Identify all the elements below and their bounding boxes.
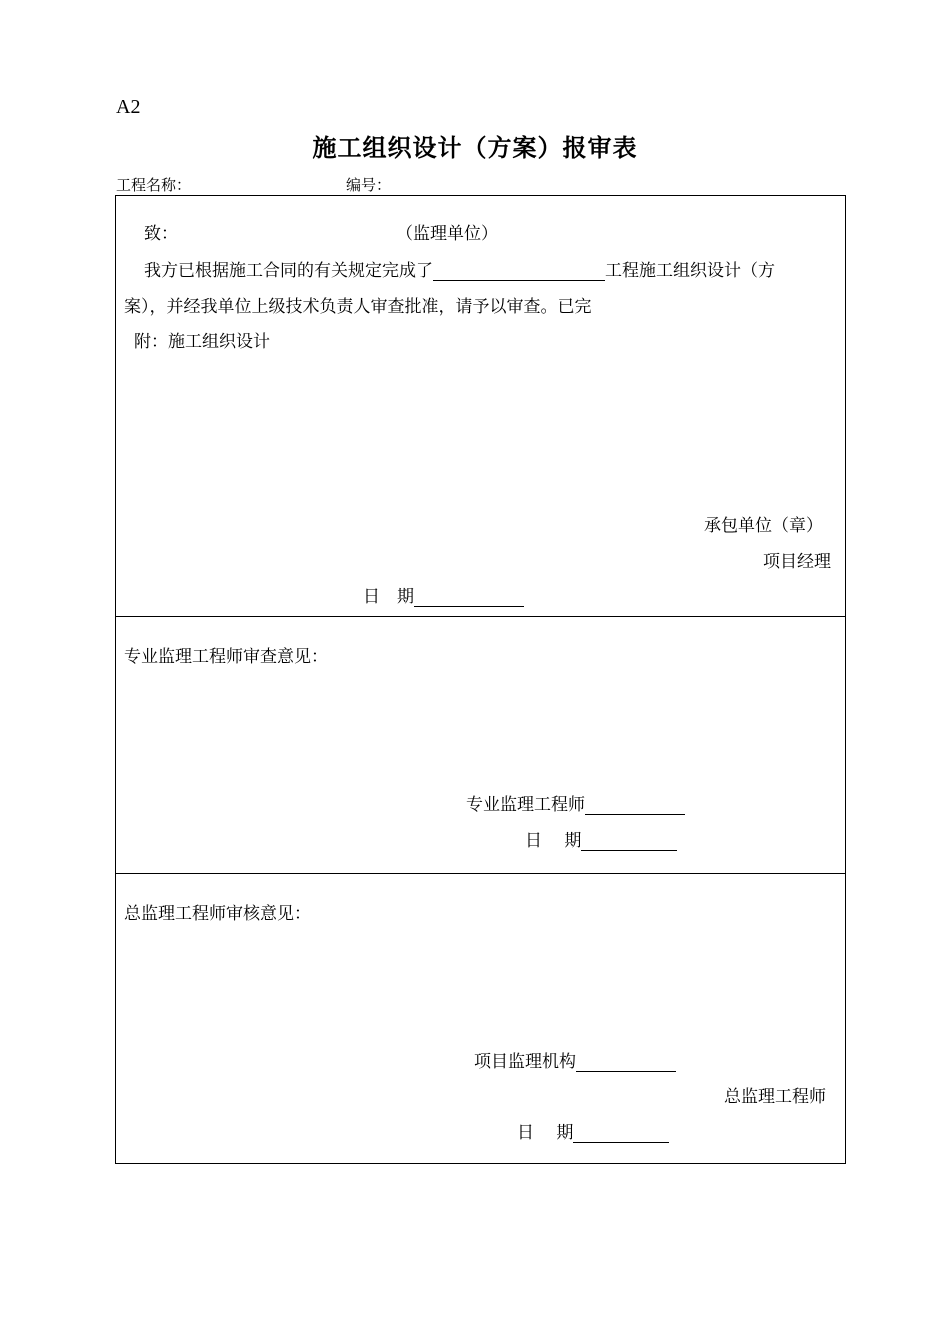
section3-date-blank [573,1122,669,1143]
section2-date-label: 日 期 [525,831,582,851]
section-divider-1 [115,616,846,617]
section1-date-blank [414,586,524,607]
project-manager-label: 项目经理 [763,552,831,572]
specialist-engineer-blank [585,794,685,815]
section-divider-2 [115,873,846,874]
supervision-org-label: 项目监理机构 [474,1052,576,1072]
page-title: 施工组织设计（方案）报审表 [312,133,638,162]
to-label: 致： [144,224,178,244]
body-line-1-before: 我方已根据施工合同的有关规定完成了 [144,261,433,281]
contractor-seal-label: 承包单位（章） [704,516,823,536]
specialist-engineer-label: 专业监理工程师 [466,795,585,815]
chief-opinion-label: 总监理工程师审核意见： [124,904,311,924]
supervision-org-blank [576,1051,676,1072]
section2-date-blank [581,830,677,851]
specialist-engineer [466,790,685,815]
project-name-label: 工程名称： [116,176,192,194]
number-label: 编号： [346,176,392,194]
attachment-label: 附：施工组织设计 [134,332,270,352]
body-line-1-after: 工程施工组织设计（方 [605,261,775,281]
section3-date [517,1118,669,1143]
specialist-opinion-label: 专业监理工程师审查意见： [124,647,328,667]
body-line-1 [144,256,775,281]
section2-date [525,826,677,851]
section3-date-label: 日 期 [517,1123,574,1143]
project-blank-line [433,260,605,281]
chief-engineer-label: 总监理工程师 [724,1087,826,1107]
body-line-2: 案），并经我单位上级技术负责人审查批准，请予以审查。已完 [124,297,592,317]
supervision-org [474,1047,676,1072]
section1-date-label: 日 期 [363,587,414,607]
supervisor-unit-label: （监理单位） [396,224,498,244]
form-code: A2 [116,96,141,118]
section1-date [363,582,524,607]
